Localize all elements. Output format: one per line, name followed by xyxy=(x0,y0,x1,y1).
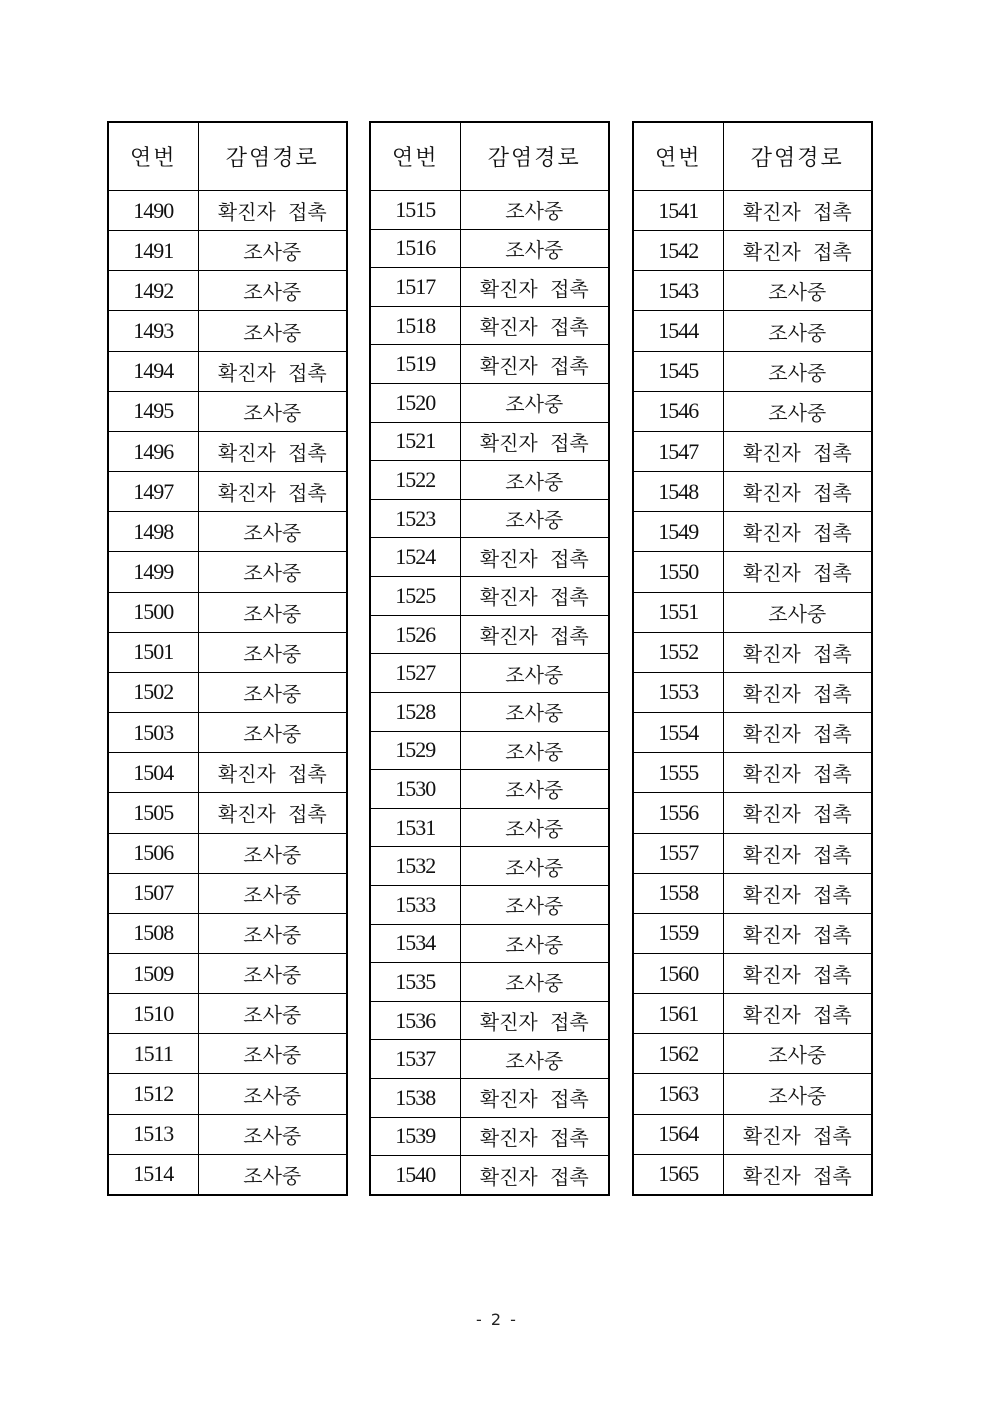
table-header-row xyxy=(634,123,871,191)
infection-route: 확진자 접촉 xyxy=(723,1114,871,1154)
table-row xyxy=(109,552,346,592)
case-number: 1547 xyxy=(634,431,723,471)
table-row xyxy=(109,672,346,712)
infection-route: 조사중 xyxy=(460,770,608,809)
case-number: 1563 xyxy=(634,1074,723,1114)
table-row xyxy=(371,306,608,345)
case-number: 1523 xyxy=(371,499,460,538)
case-number: 1492 xyxy=(109,271,198,311)
case-number: 1553 xyxy=(634,672,723,712)
table-row xyxy=(109,713,346,753)
table-row xyxy=(109,1074,346,1114)
case-number: 1499 xyxy=(109,552,198,592)
table-row xyxy=(371,615,608,654)
table-row xyxy=(109,512,346,552)
infection-route: 조사중 xyxy=(460,847,608,886)
case-table-3-grid xyxy=(634,123,871,1194)
case-number: 1559 xyxy=(634,913,723,953)
table-row xyxy=(109,833,346,873)
table-row xyxy=(109,231,346,271)
header-route: 감염경로 xyxy=(198,123,346,191)
infection-route: 조사중 xyxy=(198,271,346,311)
case-number: 1496 xyxy=(109,431,198,471)
infection-route: 조사중 xyxy=(198,873,346,913)
infection-route: 조사중 xyxy=(460,499,608,538)
case-number: 1525 xyxy=(371,577,460,616)
case-number: 1544 xyxy=(634,311,723,351)
table-row xyxy=(109,953,346,993)
infection-route: 확진자 접촉 xyxy=(198,191,346,231)
case-number: 1561 xyxy=(634,994,723,1034)
infection-route: 조사중 xyxy=(198,1154,346,1194)
table-row xyxy=(371,191,608,230)
table-row xyxy=(634,632,871,672)
infection-route: 확진자 접촉 xyxy=(723,873,871,913)
case-number: 1529 xyxy=(371,731,460,770)
table-row xyxy=(634,793,871,833)
table-row xyxy=(634,1074,871,1114)
infection-route: 확진자 접촉 xyxy=(723,793,871,833)
table-row xyxy=(371,229,608,268)
infection-route: 확진자 접촉 xyxy=(460,1079,608,1118)
table-row xyxy=(109,351,346,391)
table-row xyxy=(371,963,608,1002)
infection-route: 조사중 xyxy=(460,191,608,230)
table-row xyxy=(634,391,871,431)
infection-route: 조사중 xyxy=(198,552,346,592)
table-row xyxy=(634,512,871,552)
infection-route: 확진자 접촉 xyxy=(198,793,346,833)
infection-route: 확진자 접촉 xyxy=(460,1117,608,1156)
case-number: 1541 xyxy=(634,191,723,231)
table-row xyxy=(371,538,608,577)
case-number: 1528 xyxy=(371,692,460,731)
infection-route: 확진자 접촉 xyxy=(723,552,871,592)
case-number: 1533 xyxy=(371,885,460,924)
infection-route: 확진자 접촉 xyxy=(723,913,871,953)
table-row xyxy=(634,191,871,231)
table-row xyxy=(371,345,608,384)
table-row xyxy=(371,808,608,847)
case-number: 1517 xyxy=(371,268,460,307)
table-row xyxy=(371,461,608,500)
table-row xyxy=(371,924,608,963)
infection-route: 조사중 xyxy=(723,271,871,311)
infection-route: 조사중 xyxy=(723,1034,871,1074)
infection-route: 확진자 접촉 xyxy=(723,632,871,672)
header-number: 연번 xyxy=(371,123,460,191)
table-row xyxy=(371,1156,608,1194)
infection-route: 조사중 xyxy=(460,1040,608,1079)
case-number: 1522 xyxy=(371,461,460,500)
infection-route: 조사중 xyxy=(460,885,608,924)
table-row xyxy=(109,1114,346,1154)
table-row xyxy=(371,847,608,886)
table-row xyxy=(371,1117,608,1156)
case-number: 1490 xyxy=(109,191,198,231)
page-number: - 2 - xyxy=(476,1310,516,1329)
case-number: 1542 xyxy=(634,231,723,271)
case-number: 1558 xyxy=(634,873,723,913)
infection-route: 확진자 접촉 xyxy=(198,472,346,512)
case-number: 1564 xyxy=(634,1114,723,1154)
case-number: 1527 xyxy=(371,654,460,693)
table-row xyxy=(371,499,608,538)
table-row xyxy=(634,552,871,592)
table-row xyxy=(371,1040,608,1079)
case-number: 1543 xyxy=(634,271,723,311)
table-row xyxy=(371,692,608,731)
table-row xyxy=(634,231,871,271)
infection-route: 조사중 xyxy=(198,713,346,753)
case-number: 1554 xyxy=(634,713,723,753)
infection-route: 조사중 xyxy=(460,384,608,423)
infection-route: 조사중 xyxy=(198,953,346,993)
table-row xyxy=(109,873,346,913)
case-number: 1500 xyxy=(109,592,198,632)
case-number: 1512 xyxy=(109,1074,198,1114)
case-number: 1506 xyxy=(109,833,198,873)
infection-route: 확진자 접촉 xyxy=(723,191,871,231)
case-number: 1560 xyxy=(634,953,723,993)
infection-route: 확진자 접촉 xyxy=(460,268,608,307)
case-number: 1534 xyxy=(371,924,460,963)
case-number: 1532 xyxy=(371,847,460,886)
table-row xyxy=(371,770,608,809)
case-number: 1494 xyxy=(109,351,198,391)
infection-route: 조사중 xyxy=(460,731,608,770)
infection-route: 확진자 접촉 xyxy=(198,351,346,391)
infection-route: 조사중 xyxy=(460,654,608,693)
header-route: 감염경로 xyxy=(460,123,608,191)
case-number: 1531 xyxy=(371,808,460,847)
infection-route: 조사중 xyxy=(460,963,608,1002)
case-number: 1514 xyxy=(109,1154,198,1194)
table-row xyxy=(109,994,346,1034)
infection-route: 확진자 접촉 xyxy=(723,512,871,552)
infection-route: 확진자 접촉 xyxy=(198,431,346,471)
infection-route: 조사중 xyxy=(198,391,346,431)
table-row xyxy=(634,833,871,873)
case-number: 1562 xyxy=(634,1034,723,1074)
case-number: 1557 xyxy=(634,833,723,873)
infection-route: 조사중 xyxy=(198,1074,346,1114)
case-number: 1537 xyxy=(371,1040,460,1079)
table-row xyxy=(634,592,871,632)
infection-route: 확진자 접촉 xyxy=(460,422,608,461)
table-row xyxy=(634,431,871,471)
case-number: 1546 xyxy=(634,391,723,431)
table-row xyxy=(634,1034,871,1074)
case-number: 1540 xyxy=(371,1156,460,1194)
case-number: 1502 xyxy=(109,672,198,712)
case-number: 1530 xyxy=(371,770,460,809)
case-number: 1508 xyxy=(109,913,198,953)
table-header-row xyxy=(109,123,346,191)
case-table-3 xyxy=(632,121,873,1196)
table-row xyxy=(371,885,608,924)
case-number: 1556 xyxy=(634,793,723,833)
table-row xyxy=(634,672,871,712)
case-number: 1511 xyxy=(109,1034,198,1074)
case-number: 1503 xyxy=(109,713,198,753)
infection-route: 조사중 xyxy=(723,311,871,351)
infection-route: 확진자 접촉 xyxy=(723,231,871,271)
case-number: 1510 xyxy=(109,994,198,1034)
case-number: 1507 xyxy=(109,873,198,913)
infection-route: 확진자 접촉 xyxy=(723,753,871,793)
case-number: 1555 xyxy=(634,753,723,793)
table-row xyxy=(371,384,608,423)
infection-route: 확진자 접촉 xyxy=(723,431,871,471)
table-row xyxy=(634,953,871,993)
infection-route: 조사중 xyxy=(723,351,871,391)
infection-route: 확진자 접촉 xyxy=(460,1001,608,1040)
case-number: 1501 xyxy=(109,632,198,672)
table-body xyxy=(371,191,608,1195)
case-number: 1550 xyxy=(634,552,723,592)
case-number: 1504 xyxy=(109,753,198,793)
infection-route: 조사중 xyxy=(460,692,608,731)
table-row xyxy=(109,1034,346,1074)
case-number: 1526 xyxy=(371,615,460,654)
case-number: 1519 xyxy=(371,345,460,384)
case-number: 1516 xyxy=(371,229,460,268)
case-number: 1524 xyxy=(371,538,460,577)
table-row xyxy=(371,654,608,693)
case-number: 1491 xyxy=(109,231,198,271)
infection-route: 조사중 xyxy=(723,391,871,431)
infection-route: 조사중 xyxy=(460,924,608,963)
table-row xyxy=(371,268,608,307)
table-row xyxy=(634,271,871,311)
infection-route: 조사중 xyxy=(198,913,346,953)
case-number: 1495 xyxy=(109,391,198,431)
table-row xyxy=(109,753,346,793)
table-row xyxy=(371,1001,608,1040)
case-table-1-grid xyxy=(109,123,346,1194)
infection-route: 조사중 xyxy=(198,231,346,271)
table-row xyxy=(109,793,346,833)
case-number: 1536 xyxy=(371,1001,460,1040)
infection-route: 확진자 접촉 xyxy=(460,615,608,654)
case-number: 1518 xyxy=(371,306,460,345)
infection-route: 조사중 xyxy=(198,592,346,632)
case-number: 1551 xyxy=(634,592,723,632)
infection-route: 조사중 xyxy=(198,833,346,873)
table-row xyxy=(634,351,871,391)
infection-route: 조사중 xyxy=(198,994,346,1034)
case-number: 1513 xyxy=(109,1114,198,1154)
table-row xyxy=(371,577,608,616)
infection-route: 조사중 xyxy=(460,808,608,847)
table-row xyxy=(634,1114,871,1154)
case-number: 1493 xyxy=(109,311,198,351)
table-row xyxy=(634,1154,871,1194)
infection-route: 조사중 xyxy=(198,632,346,672)
table-row xyxy=(634,311,871,351)
table-row xyxy=(634,994,871,1034)
table-row xyxy=(109,271,346,311)
case-number: 1520 xyxy=(371,384,460,423)
infection-route: 조사중 xyxy=(723,1074,871,1114)
infection-route: 확진자 접촉 xyxy=(460,1156,608,1194)
infection-route: 확진자 접촉 xyxy=(460,577,608,616)
table-row xyxy=(109,391,346,431)
case-number: 1539 xyxy=(371,1117,460,1156)
infection-route: 확진자 접촉 xyxy=(460,345,608,384)
infection-route: 조사중 xyxy=(198,311,346,351)
case-number: 1509 xyxy=(109,953,198,993)
table-row xyxy=(109,913,346,953)
case-number: 1515 xyxy=(371,191,460,230)
table-row xyxy=(634,873,871,913)
infection-route: 확진자 접촉 xyxy=(723,672,871,712)
case-number: 1535 xyxy=(371,963,460,1002)
infection-route: 확진자 접촉 xyxy=(723,472,871,512)
infection-route: 확진자 접촉 xyxy=(723,713,871,753)
table-row xyxy=(634,913,871,953)
case-number: 1549 xyxy=(634,512,723,552)
table-header-row xyxy=(371,123,608,191)
table-body xyxy=(109,191,346,1195)
table-row xyxy=(109,632,346,672)
table-row xyxy=(634,713,871,753)
table-row xyxy=(109,431,346,471)
table-row xyxy=(371,731,608,770)
case-number: 1521 xyxy=(371,422,460,461)
infection-route: 조사중 xyxy=(460,229,608,268)
infection-route: 조사중 xyxy=(198,512,346,552)
case-table-2-grid xyxy=(371,123,608,1194)
infection-route: 확진자 접촉 xyxy=(723,1154,871,1194)
case-number: 1545 xyxy=(634,351,723,391)
case-number: 1505 xyxy=(109,793,198,833)
infection-route: 확진자 접촉 xyxy=(198,753,346,793)
infection-route: 확진자 접촉 xyxy=(723,994,871,1034)
header-number: 연번 xyxy=(109,123,198,191)
table-row xyxy=(634,472,871,512)
case-number: 1538 xyxy=(371,1079,460,1118)
table-row xyxy=(109,191,346,231)
infection-route: 확진자 접촉 xyxy=(723,833,871,873)
case-number: 1552 xyxy=(634,632,723,672)
infection-route: 확진자 접촉 xyxy=(723,953,871,993)
infection-route: 확진자 접촉 xyxy=(460,306,608,345)
case-number: 1497 xyxy=(109,472,198,512)
table-row xyxy=(109,472,346,512)
table-row xyxy=(371,1079,608,1118)
infection-route: 확진자 접촉 xyxy=(460,538,608,577)
case-number: 1498 xyxy=(109,512,198,552)
infection-route: 조사중 xyxy=(198,1034,346,1074)
case-table-1 xyxy=(107,121,348,1196)
table-row xyxy=(371,422,608,461)
header-number: 연번 xyxy=(634,123,723,191)
table-row xyxy=(109,592,346,632)
table-row xyxy=(109,311,346,351)
infection-route: 조사중 xyxy=(460,461,608,500)
case-number: 1565 xyxy=(634,1154,723,1194)
table-row xyxy=(109,1154,346,1194)
infection-route: 조사중 xyxy=(723,592,871,632)
case-table-2 xyxy=(369,121,610,1196)
infection-route: 조사중 xyxy=(198,1114,346,1154)
infection-route: 조사중 xyxy=(198,672,346,712)
case-number: 1548 xyxy=(634,472,723,512)
table-row xyxy=(634,753,871,793)
header-route: 감염경로 xyxy=(723,123,871,191)
table-body xyxy=(634,191,871,1195)
